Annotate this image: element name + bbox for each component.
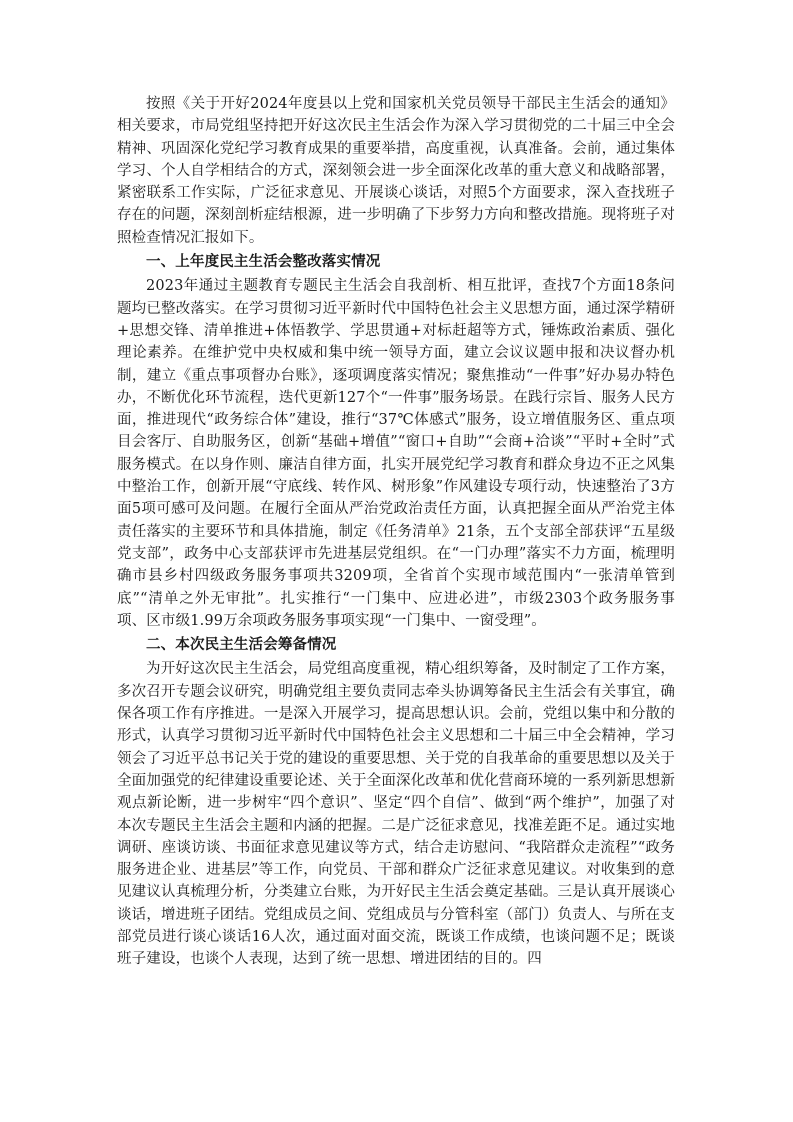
document-page — [117, 93, 675, 971]
intro-paragraph: 按照《关于开好2024年度县以上党和国家机关党员领导干部民主生活会的通知》相关要求，市局党组坚持把开好这次民主生活会作为深入学习贯彻党的二十届三中全会精神、巩固深化党纪学习教育成果的重要举措，高度重视，认真准备。会前，通过集体学习、个人自学相结合的方式，深刻领会进一步全面深化改革的重大意义和战略部署，紧密联系工作实际，广泛征求意见、开展谈心谈话，对照5个方面要求，深入查找班子存在的问题，深刻剖析症结根源，进一步明确了下步努力方向和整改措施。现将班子对照检查情况汇报如下。 — [117, 96, 675, 246]
section-2-paragraph: 为开好这次民主生活会，局党组高度重视，精心组织筹备，及时制定了工作方案，多次召开专题会议研究，明确党组主要负责同志牵头协调筹备民主生活会有关事宜，确保各项工作有序推进。一是深入开展学习，提高思想认识。会前，党组以集中和分散的形式，认真学习贯彻习近平新时代中国特色社会主义思想和二十届三中全会精神，学习领会了习近平总书记关于党的建设的重要思想、关于党的自我革命的重要思想以及关于全面加强党的纪律建设重要论述、关于全面深化改革和优化营商环境的一系列新思想新观点新论断，进一步树牢“四个意识”、坚定“四个自信”、做到“两个维护”，加强了对本次专题民主生活会主题和内涵的把握。二是广泛征求意见，找准差距不足。通过实地调研、座谈访谈、书面征求意见建议等方式，结合走访慰问、“我陪群众走流程”“政务服务进企业、进基层”等工作，向党员、干部和群众广泛征求意见建议。对收集到的意见建议认真梳理分析，分类建立台账，为开好民主生活会奠定基础。三是认真开展谈心谈话，增进班子团结。党组成员之间、党组成员与分管科室（部门）负责人、与所在支部党员进行谈心谈话16人次，通过面对面交流，既谈工作成绩，也谈问题不足；既谈班子建设，也谈个人表现，达到了统一思想、增进团结的目的。四 — [117, 661, 675, 968]
section-1-heading: 一、上年度民主生活会整改落实情况 — [146, 254, 381, 271]
section-2-heading: 二、本次民主生活会筹备情况 — [146, 637, 337, 654]
section-1-paragraph: 2023年通过主题教育专题民主生活会自我剖析、相互批评，查找7个方面18条问题均已整改落实。在学习贯彻习近平新时代中国特色社会主义思想方面，通过深学精研+思想交锋、清单推进+体悟教学、学思贯通+对标赶超等方式，锤炼政治素质、强化理论素养。在维护党中央权威和集中统一领导方面，建立会议议题申报和决议督办机制，建立《重点事项督办台账》，逐项调度落实情况；聚焦推动“一件事”好办易办特色办，不断优化环节流程，迭代更新127个“一件事”服务场景。在践行宗旨、服务人民方面，推进现代“政务综合体”建设，推行“37℃体感式”服务，设立增值服务区、重点项目会客厅、自助服务区，创新“基础+增值”“窗口+自助”“会商+洽谈”“平时+全时”式服务模式。在以身作则、廉洁自律方面，扎实开展党纪学习教育和群众身边不正之风集中整治工作，创新开展“守底线、转作风、树形象”作风建设专项行动，快速整治了3方面5项可感可及问题。在履行全面从严治党政治责任方面，认真把握全面从严治党主体责任落实的主要环节和具体措施，制定《任务清单》21条，五个支部全部获评“五星级党支部”，政务中心支部获评市先进基层党组织。在“一门办理”落实不力方面，梳理明确市县乡村四级政务服务事项共3209项，全省首个实现市域范围内“一张清单管到底”“清单之外无审批”。扎实推行“一门集中、应进必进”，市级2303个政务服务事项、区市级1.99万余项政务服务事项实现“一门集中、一窗受理”。 — [117, 278, 675, 629]
